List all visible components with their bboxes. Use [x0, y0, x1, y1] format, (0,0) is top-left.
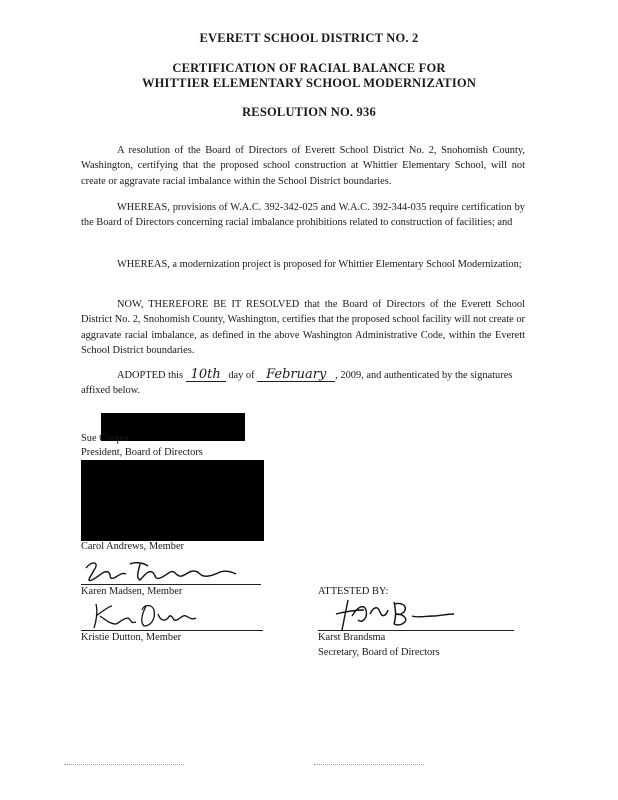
- district-heading: EVERETT SCHOOL DISTRICT NO. 2: [199, 31, 419, 45]
- signature-dutton: [90, 600, 200, 630]
- signer-name-cooper: Sue Cooper: [81, 433, 130, 444]
- signer-name-madsen: Karen Madsen, Member: [81, 586, 183, 597]
- signature-line: [81, 630, 263, 631]
- certification-title-line1: CERTIFICATION OF RACIAL BALANCE FOR: [172, 61, 446, 75]
- paragraph-resolution: A resolution of the Board of Directors of Everett School District No. 2, Snohomish County, Washington, certifying that the proposed school construction at Whittier Elementary School, will not create or aggravate racial imbalance within the School District boundaries.: [81, 145, 525, 187]
- adopted-day-handwritten: 10th: [186, 368, 226, 382]
- certification-title-line2: WHITTIER ELEMENTARY SCHOOL MODERNIZATION: [141, 76, 477, 90]
- attested-by-label: ATTESTED BY:: [318, 586, 389, 597]
- paragraph-whereas-wac: WHEREAS, provisions of W.A.C. 392-342-025 and W.A.C. 392-344-035 require certification by the Board of Directors concerning racial imbalance prohibitions related to construction of facilities; and: [81, 202, 525, 229]
- signature-madsen: [82, 556, 242, 586]
- signature-line: [81, 584, 261, 585]
- signature-line: [318, 630, 514, 631]
- paragraph-whereas-project: WHEREAS, a modernization project is proposed for Whittier Elementary School Modernization;: [117, 259, 522, 270]
- adopted-month-handwritten: February: [257, 368, 335, 382]
- signer-title-secretary: Secretary, Board of Directors: [318, 647, 440, 658]
- adopted-prefix: ADOPTED this: [117, 370, 184, 381]
- signer-name-dutton: Kristie Dutton, Member: [81, 632, 182, 643]
- scan-artifact: [64, 764, 184, 765]
- scan-artifact: [314, 764, 424, 765]
- signer-name-andrews: Carol Andrews, Member: [81, 541, 185, 552]
- adopted-statement: [81, 368, 525, 399]
- paragraph-resolved: NOW, THEREFORE BE IT RESOLVED that the Board of Directors of the Everett School District No. 2, Snohomish County, Washington, certifies that the proposed school facility will not create or aggravate racial imbalance, as defined in the above Washington Administrative Code, within the Everett School District boundaries.: [81, 299, 525, 357]
- adopted-suffix: , 2009, and authenticated by the signatures affixed below.: [81, 370, 513, 397]
- adopted-mid: day of: [228, 370, 255, 381]
- resolution-number: RESOLUTION NO. 936: [242, 105, 376, 119]
- signer-title-president: President, Board of Directors: [81, 447, 203, 458]
- signature-brandsma: [330, 596, 460, 632]
- signer-name-brandsma: Karst Brandsma: [318, 632, 386, 643]
- redaction-block: [81, 460, 264, 541]
